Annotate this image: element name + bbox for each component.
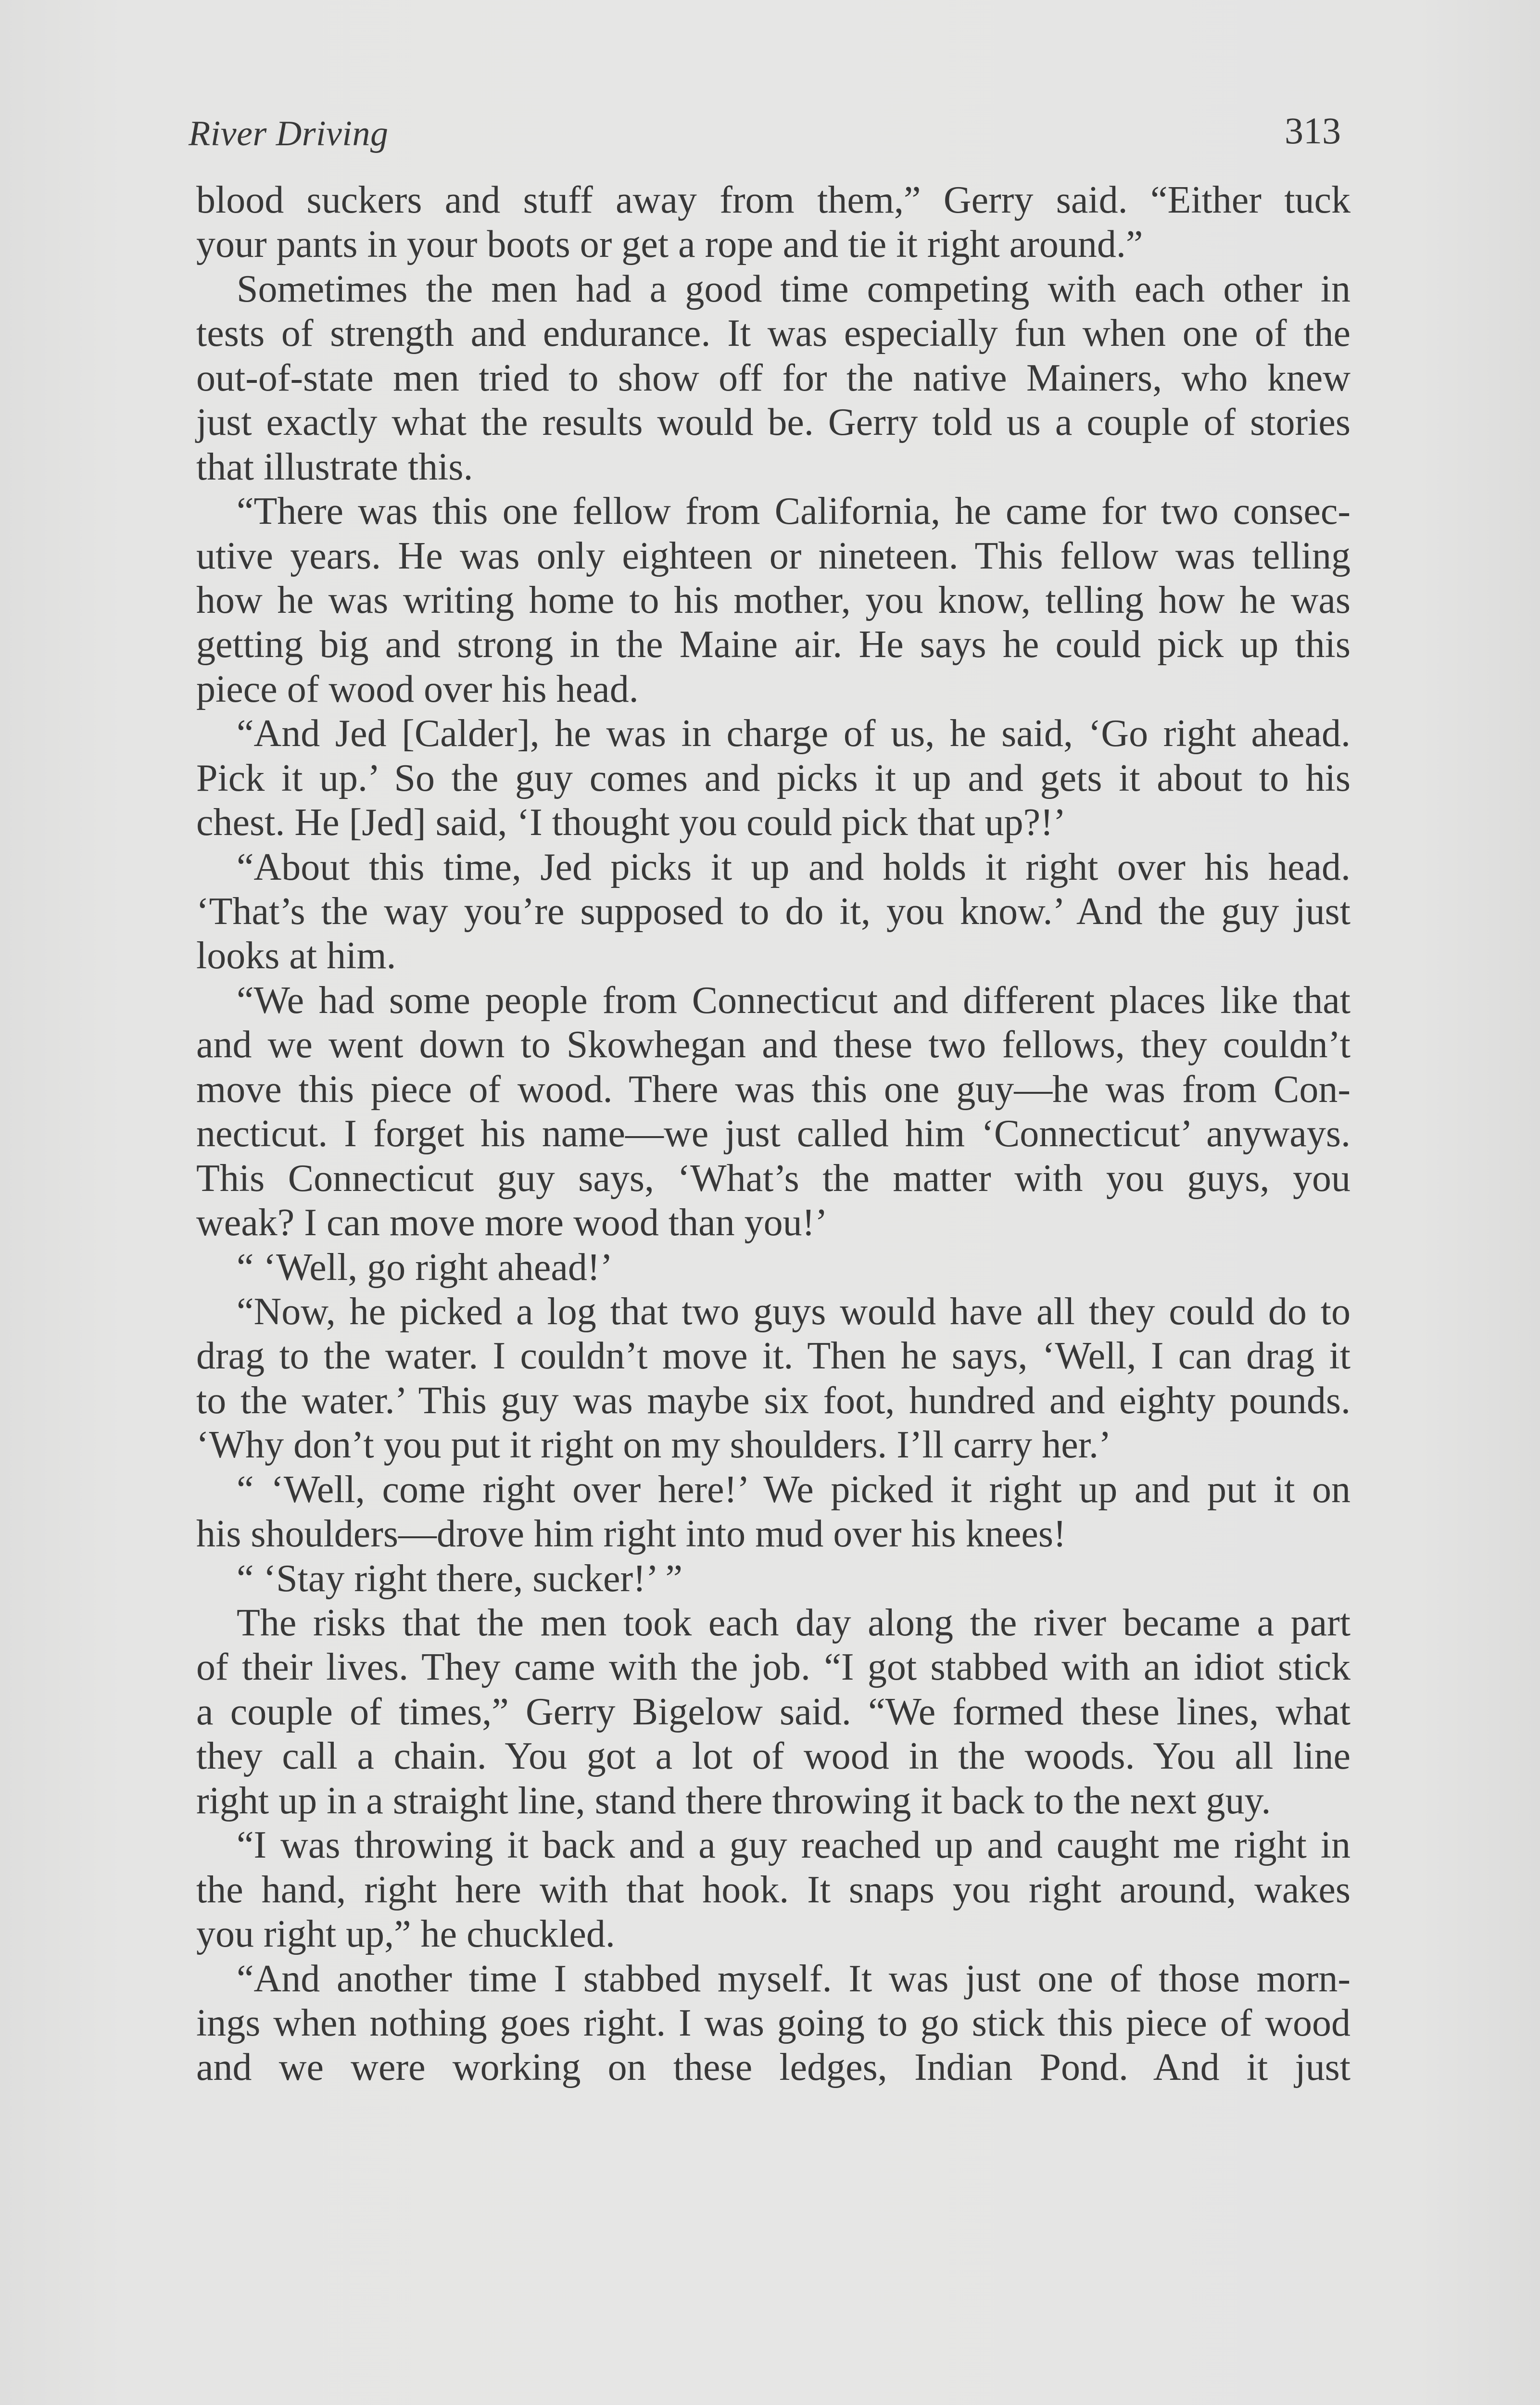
text-line: right up in a straight line, stand there throwing it back to the next guy. — [196, 1779, 1271, 1822]
text-line: move this piece of wood. There was this one guy—he was from Con- — [196, 1068, 1351, 1111]
text-line: piece of wood over his head. — [196, 668, 639, 710]
text-line: looks at him. — [196, 935, 396, 977]
running-head — [189, 110, 1348, 158]
text-line: and we went down to Skowhegan and these two fellows, they couldn’t — [196, 1024, 1351, 1066]
text-line: “ ‘Stay right there, sucker!’ ” — [237, 1557, 682, 1600]
text-line: This Connecticut guy says, ‘What’s the matter with you guys, you — [196, 1157, 1351, 1200]
text-line: utive years. He was only eighteen or nineteen. This fellow was telling — [196, 534, 1351, 577]
text-line: and we were working on these ledges, Indian Pond. And it just — [196, 2046, 1351, 2089]
text-line: “We had some people from Connecticut and different places like that — [237, 979, 1351, 1022]
text-line: “And Jed [Calder], he was in charge of us, he said, ‘Go right ahead. — [237, 712, 1351, 755]
text-line: “ ‘Well, go right ahead!’ — [237, 1246, 613, 1289]
text-line: weak? I can move more wood than you!’ — [196, 1202, 828, 1244]
paragraph — [196, 178, 1351, 267]
text-line: they call a chain. You got a lot of wood in the woods. You all line — [196, 1735, 1351, 1778]
paragraph — [196, 1601, 1351, 1823]
paragraph — [196, 1245, 1351, 1290]
text-line: ‘Why don’t you put it right on my shoulders. I’ll carry her.’ — [196, 1424, 1111, 1467]
text-line: Pick it up.’ So the guy comes and picks it up and gets it about to his — [196, 757, 1351, 799]
text-line: out-of-state men tried to show off for the native Mainers, who knew — [196, 356, 1351, 399]
text-line: “About this time, Jed picks it up and holds it right over his head. — [237, 846, 1351, 888]
text-line: tests of strength and endurance. It was especially fun when one of the — [196, 312, 1351, 355]
text-line: The risks that the men took each day along the river became a part — [237, 1602, 1351, 1644]
text-line: necticut. I forget his name—we just called him ‘Connecticut’ anyways. — [196, 1113, 1351, 1155]
paragraph — [196, 1957, 1351, 2090]
text-line: “ ‘Well, come right over here!’ We picked it right up and put it on — [237, 1468, 1351, 1511]
paragraph — [196, 489, 1351, 711]
page-number: 313 — [1285, 110, 1341, 152]
text-line: a couple of times,” Gerry Bigelow said. “We formed these lines, what — [196, 1690, 1351, 1733]
text-line: his shoulders—drove him right into mud over his knees! — [196, 1513, 1066, 1556]
text-line: chest. He [Jed] said, ‘I thought you could pick that up?!’ — [196, 801, 1066, 844]
running-title: River Driving — [189, 114, 389, 153]
paragraph — [196, 1468, 1351, 1557]
text-line: “Now, he picked a log that two guys would have all they could do to — [237, 1290, 1351, 1333]
paragraph — [196, 845, 1351, 978]
paragraph — [196, 1823, 1351, 1956]
text-line: “There was this one fellow from California, he came for two consec- — [237, 490, 1351, 533]
text-line: drag to the water. I couldn’t move it. Then he says, ‘Well, I can drag it — [196, 1335, 1351, 1378]
text-line: “And another time I stabbed myself. It was just one of those morn- — [237, 1957, 1351, 2000]
text-line: that illustrate this. — [196, 445, 473, 488]
paragraph — [196, 1290, 1351, 1468]
paragraph — [196, 711, 1351, 845]
text-line: ings when nothing goes right. I was going to go stick this piece of wood — [196, 2001, 1351, 2044]
text-line: to the water.’ This guy was maybe six foot, hundred and eighty pounds. — [196, 1379, 1351, 1422]
text-line: the hand, right here with that hook. It snaps you right around, wakes — [196, 1868, 1351, 1911]
text-line: how he was writing home to his mother, you know, telling how he was — [196, 579, 1351, 621]
text-line: just exactly what the results would be. Gerry told us a couple of stories — [196, 401, 1351, 444]
text-line: of their lives. They came with the job. “I got stabbed with an idiot stick — [196, 1646, 1351, 1689]
text-line: “I was throwing it back and a guy reached up and caught me right in — [237, 1824, 1351, 1867]
paragraph — [196, 267, 1351, 489]
body-text — [196, 178, 1351, 2090]
text-line: getting big and strong in the Maine air. He says he could pick up this — [196, 623, 1351, 666]
text-line: you right up,” he chuckled. — [196, 1913, 615, 1956]
paragraph — [196, 978, 1351, 1245]
text-line: your pants in your boots or get a rope and tie it right around.” — [196, 223, 1143, 266]
text-line: ‘That’s the way you’re supposed to do it, you know.’ And the guy just — [196, 890, 1351, 933]
paragraph — [196, 1557, 1351, 1601]
text-line: Sometimes the men had a good time competing with each other in — [237, 267, 1351, 310]
text-line: blood suckers and stuff away from them,” Gerry said. “Either tuck — [196, 179, 1351, 221]
